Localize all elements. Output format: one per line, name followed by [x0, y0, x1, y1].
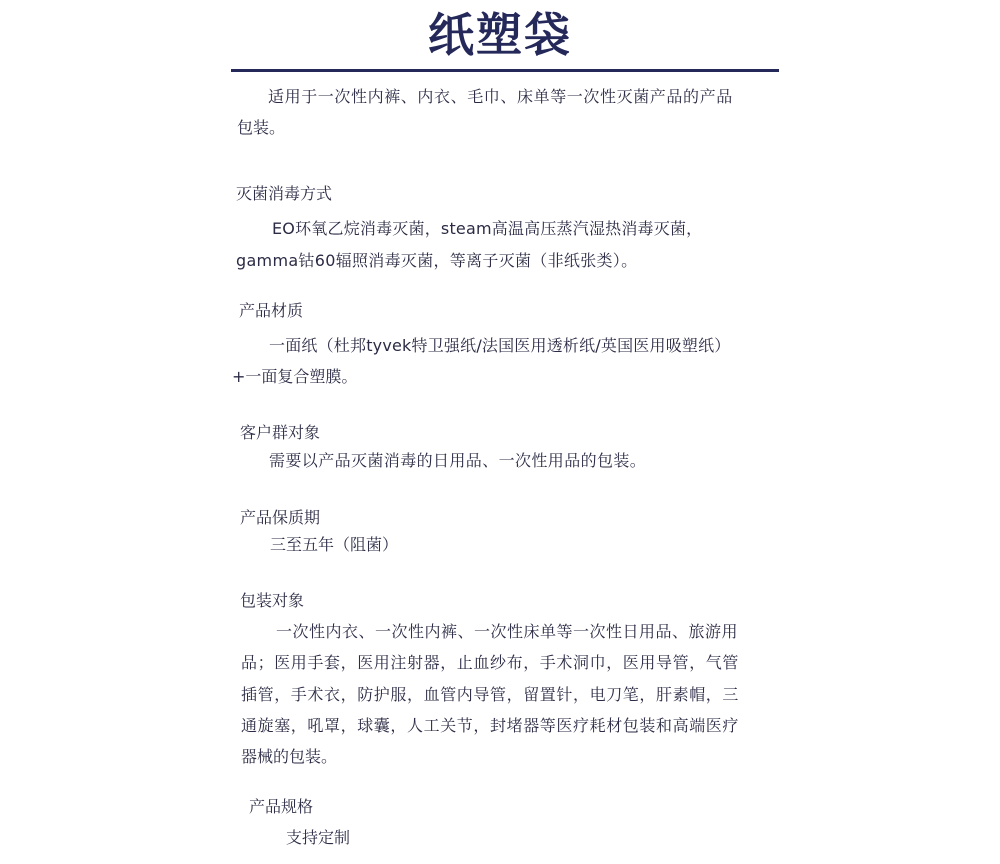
intro-line-1: 适用于一次性内裤、内衣、毛巾、床单等一次性灭菌产品的产品 — [268, 87, 733, 106]
spec-line-1: 支持定制 — [286, 828, 351, 847]
packaging-line-3: 插管，手术衣，防护服，血管内导管，留置针，电刀笔，肝素帽，三 — [241, 685, 740, 704]
material-line-2: +一面复合塑膜。 — [232, 367, 358, 386]
shelf-life-line-1: 三至五年（阻菌） — [270, 535, 399, 554]
section-heading-material: 产品材质 — [239, 301, 304, 320]
sterilization-line-2: gamma钴60辐照消毒灭菌，等离子灭菌（非纸张类）。 — [236, 251, 638, 270]
intro-line-2: 包装。 — [237, 118, 286, 137]
section-heading-sterilization: 灭菌消毒方式 — [236, 184, 333, 203]
packaging-line-5: 器械的包装。 — [241, 747, 338, 766]
section-heading-shelf-life: 产品保质期 — [240, 508, 321, 527]
packaging-line-1: 一次性内衣、一次性内裤、一次性床单等一次性日用品、旅游用 — [276, 622, 739, 641]
material-line-1: 一面纸（杜邦tyvek特卫强纸/法国医用透析纸/英国医用吸塑纸） — [269, 336, 731, 355]
customers-line-1: 需要以产品灭菌消毒的日用品、一次性用品的包装。 — [269, 451, 647, 470]
sterilization-line-1: EO环氧乙烷消毒灭菌，steam高温高压蒸汽湿热消毒灭菌， — [272, 219, 703, 238]
section-heading-spec: 产品规格 — [249, 797, 314, 816]
packaging-line-2: 品；医用手套，医用注射器，止血纱布，手术洞巾，医用导管，气管 — [241, 653, 740, 672]
section-heading-packaging: 包装对象 — [240, 591, 305, 610]
packaging-line-4: 通旋塞，吼罩，球囊，人工关节，封堵器等医疗耗材包装和高端医疗 — [241, 716, 740, 735]
title-divider — [231, 69, 779, 72]
page-title: 纸塑袋 — [428, 8, 572, 62]
section-heading-customers: 客户群对象 — [240, 423, 321, 442]
